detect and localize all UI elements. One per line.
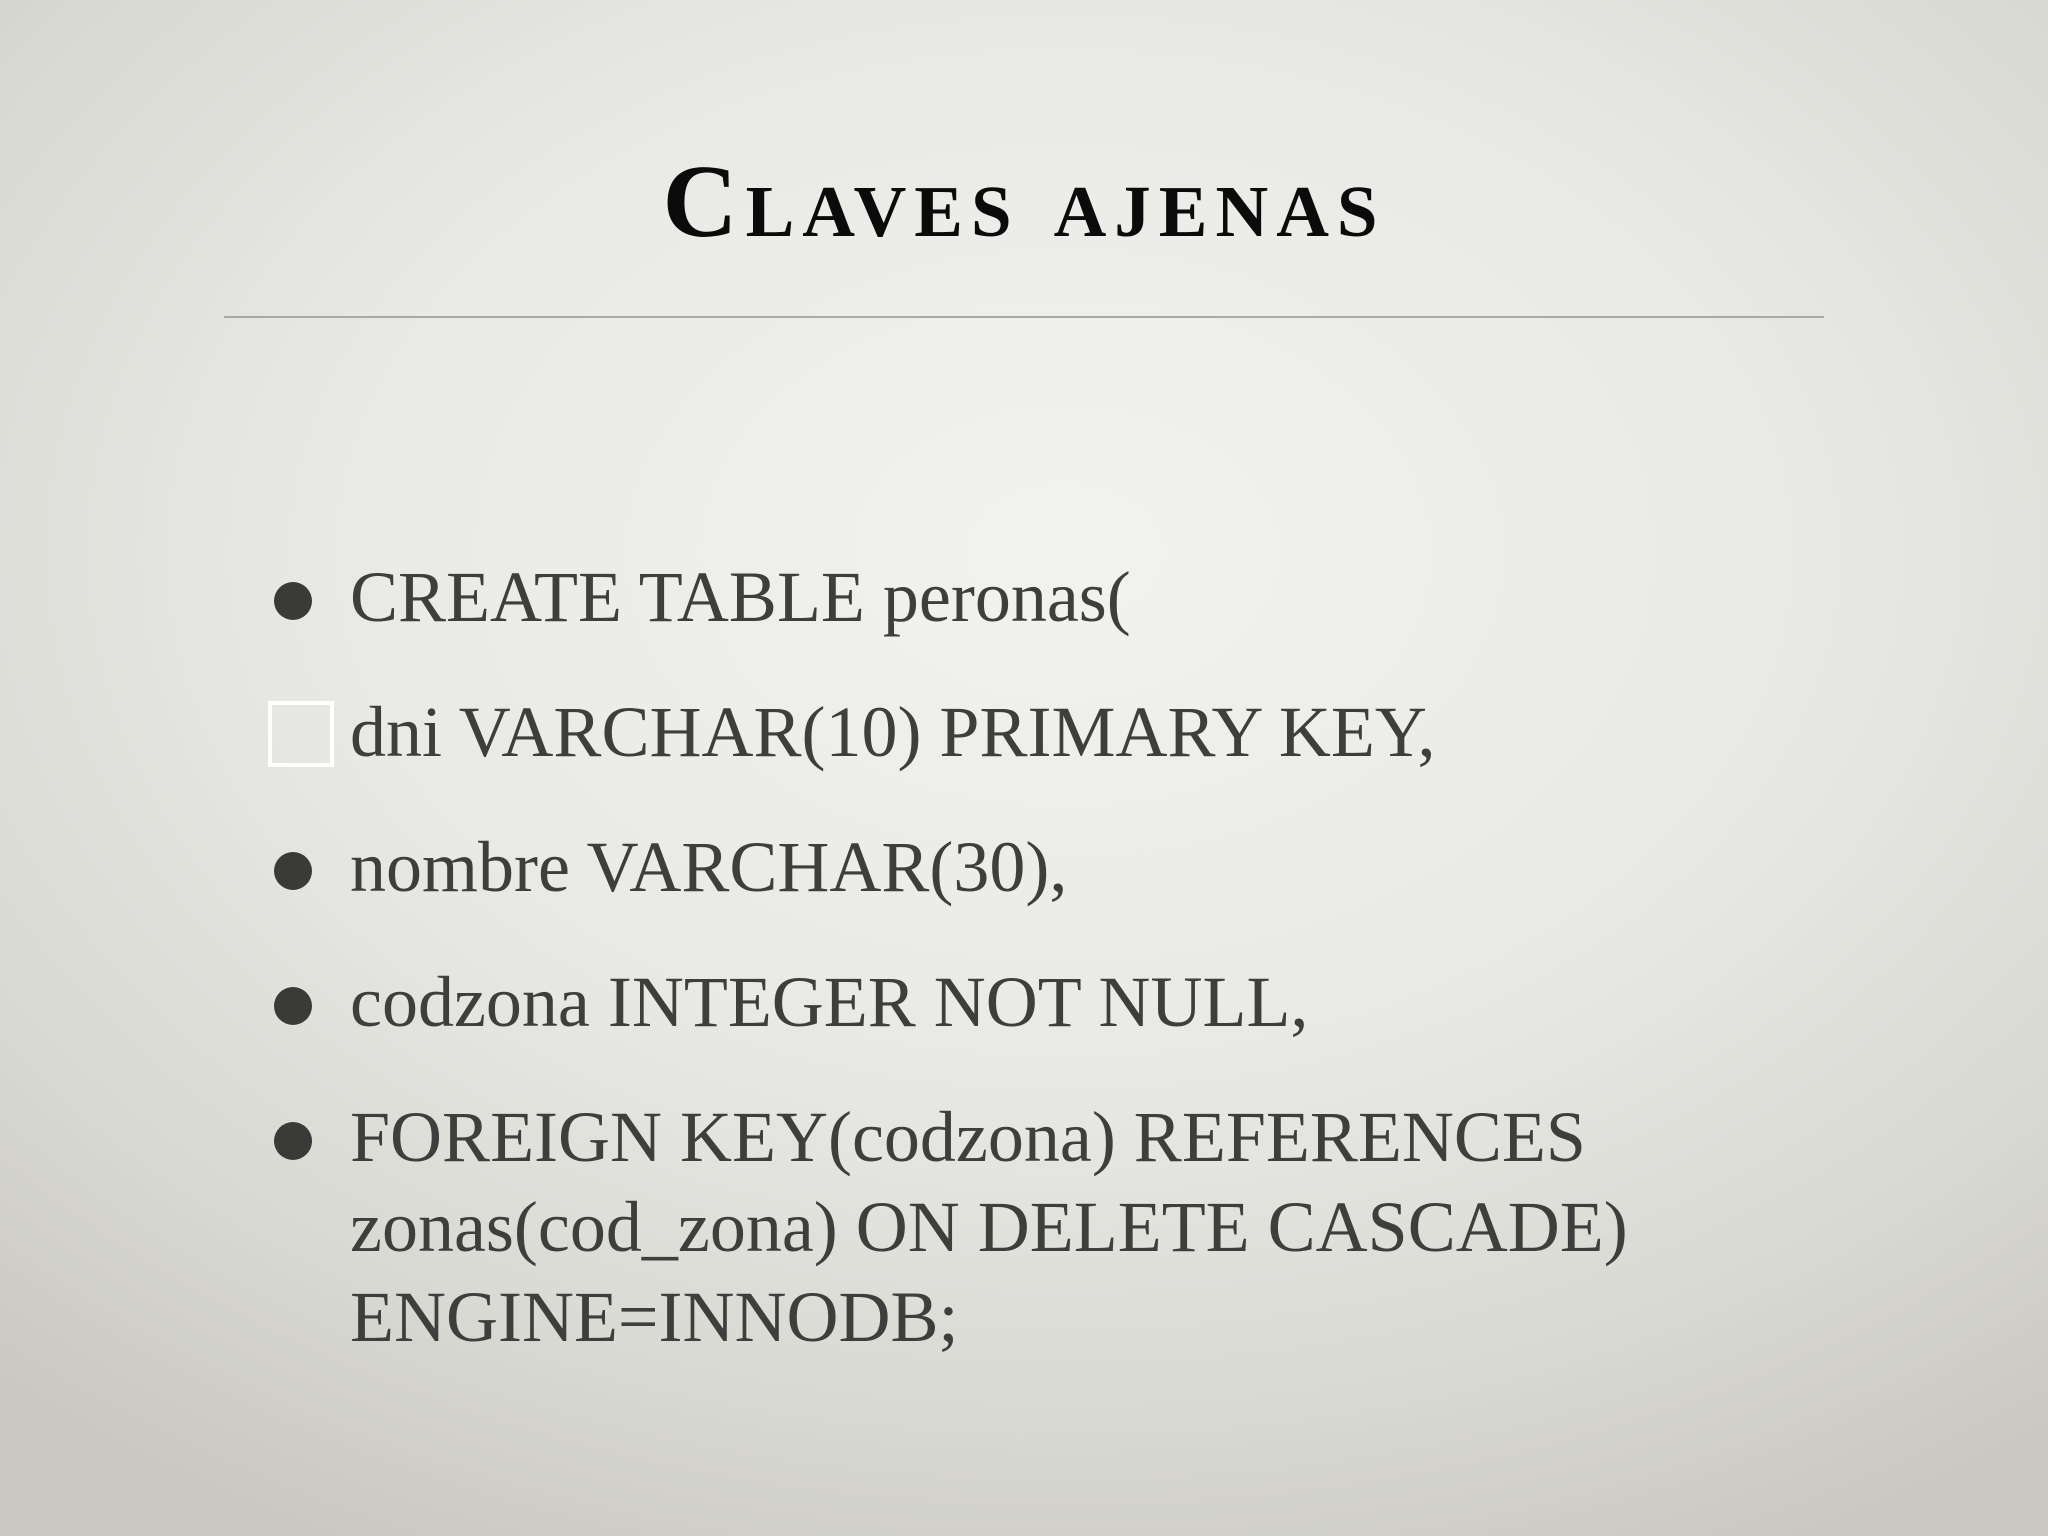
bullet-item bbox=[268, 1092, 1848, 1362]
bullet-text: codzona INTEGER NOT NULL, bbox=[350, 962, 1309, 1042]
bullet-text: CREATE TABLE peronas( bbox=[350, 557, 1131, 637]
bullet-list bbox=[268, 552, 1848, 1407]
missing-glyph-box-icon bbox=[268, 701, 334, 767]
bullet-text: nombre VARCHAR(30), bbox=[350, 827, 1068, 907]
bullet-dot-icon bbox=[274, 852, 312, 890]
slide-title: Claves ajenas bbox=[662, 144, 1386, 259]
bullet-dot-icon bbox=[274, 987, 312, 1025]
bullet-item bbox=[268, 552, 1848, 642]
bullet-item bbox=[268, 822, 1848, 912]
bullet-text: FOREIGN KEY(codzona) REFERENCES zonas(cod_zona) ON DELETE CASCADE) ENGINE=INNODB; bbox=[350, 1097, 1628, 1357]
bullet-dot-icon bbox=[274, 1122, 312, 1160]
bullet-dot-icon bbox=[274, 582, 312, 620]
title-divider bbox=[224, 316, 1824, 318]
bullet-item bbox=[268, 687, 1848, 777]
bullet-text: dni VARCHAR(10) PRIMARY KEY, bbox=[350, 692, 1436, 772]
bullet-item bbox=[268, 957, 1848, 1047]
